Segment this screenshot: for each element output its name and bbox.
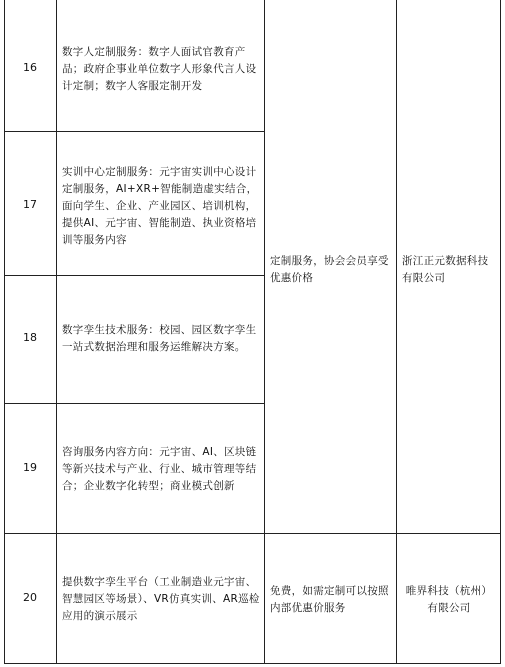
row-content-20: 提供数字孪生平台（工业制造业元宇宙、智慧园区等场景）、VR仿真实训、AR巡检应用的演示展示 [62,576,260,622]
table-border-col1 [56,0,57,664]
table-row-divider-19 [4,403,264,404]
company-cell-20: 唯界科技（杭州）有限公司 [405,585,493,614]
row-number-18: 18 [23,331,37,344]
row-number-17: 17 [23,198,37,211]
benefit-cell-20: 免费，如需定制可以按照内部优惠价服务 [270,585,389,614]
benefit-cell-16-19: 定制服务，协会会员享受优惠价格 [270,255,389,284]
table-border-bottom [4,663,501,664]
table-border-col3 [396,0,397,664]
table-row-divider-18 [4,275,264,276]
row-content-19: 咨询服务内容方向：元宇宙、AI、区块链等新兴技术与产业、行业、城市管理等结合；企业数字化转型；商业模式创新 [62,446,257,492]
row-number-16: 16 [23,61,37,74]
row-number-20: 20 [23,591,37,604]
row-content-17: 实训中心定制服务：元宇宙实训中心设计定制服务，AI+XR+智能制造虚实结合，面向学生、企业、产业园区、培训机构，提供AI、元宇宙、智能制造、执业资格培训等服务内容 [62,166,258,246]
table-border-right [500,0,501,664]
table-border-col2 [264,0,265,664]
row-number-19: 19 [23,461,37,474]
row-content-18: 数字孪生技术服务：校园、园区数字孪生一站式数据治理和服务运维解决方案。 [62,324,257,353]
row-content-16: 数字人定制服务：数字人面试官教育产品；政府企事业单位数字人形象代言人设计定制；数字人客服定制开发 [62,46,257,92]
table-row-divider-17 [4,131,264,132]
table-row-divider-20 [4,533,501,534]
company-cell-16-19: 浙江正元数据科技有限公司 [402,255,489,284]
